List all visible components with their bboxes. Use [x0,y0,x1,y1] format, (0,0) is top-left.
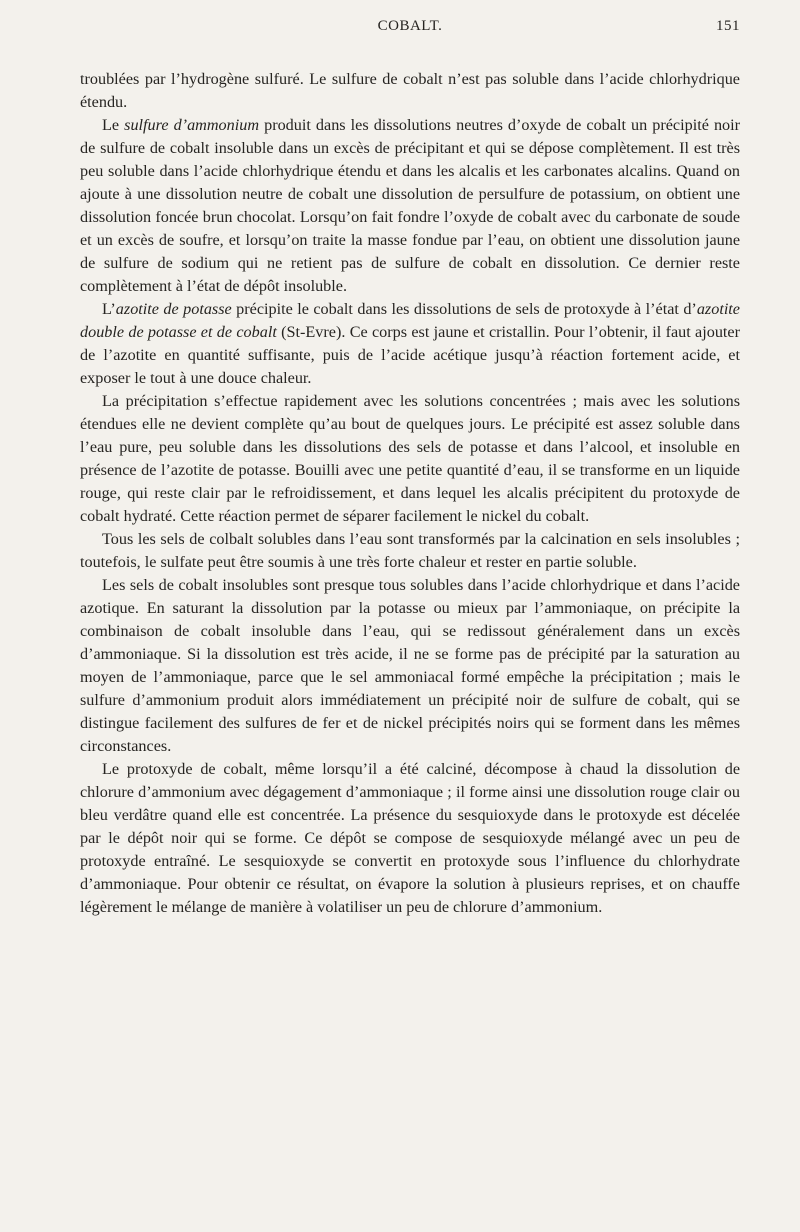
term-sulfure-ammonium: sulfure d’ammonium [124,116,260,134]
paragraph-3-text-2: (St-Evre). Ce corps est jaune et cristallin. Pour l’obtenir, il faut ajouter de l’azotite en quantité suffisante, puis de l’acide acétique jusqu’à réaction fortement acide, et exposer le tout à une douce chaleur. [80,323,740,387]
paragraph-3 [80,298,740,390]
paragraph-2-lead: Le [102,116,120,134]
paragraph-7: Le protoxyde de cobalt, même lorsqu’il a été calciné, décompose à chaud la dissolution de chlorure d’ammonium avec dégagement d’ammoniaque ; il forme ainsi une dissolution rouge clair ou bleu verdâtre quand elle est concentrée. La présence du sesquioxyde dans le protoxyde est décelée par le dépôt noir qui se forme. Ce dépôt se compose de sesquioxyde mélangé avec un peu de protoxyde entraîné. Le sesquioxyde se convertit en protoxyde sous l’influence du chlorhydrate d’ammoniaque. Pour obtenir ce résultat, on évapore la solution à plusieurs reprises, et on chauffe légèrement le mélange de manière à volatiliser un peu de chlorure d’ammonium. [80,760,740,916]
paragraph-3-text-1: précipite le cobalt dans les dissolutions de sels de protoxyde à l’état d’ [236,300,697,318]
paragraph-2 [80,114,740,298]
body-text [80,68,740,919]
term-azotite-potasse: azotite de potasse [115,300,232,318]
paragraph-3-lead: L’ [102,300,116,318]
term-azotite-double: azotite double de potasse et de cobalt [80,300,740,341]
paragraph-4: La précipitation s’effectue rapidement avec les solutions concentrées ; mais avec les solutions étendues elle ne devient complète qu’au bout de quelques jours. Le précipité est assez soluble dans l’eau pure, peu soluble dans les dissolutions des sels de potasse et dans l’alcool, et insoluble en présence de l’azotite de potasse. Bouilli avec une petite quantité d’eau, il se transforme en un liquide rouge, qui reste clair par le refroidissement, et dans lequel les alcalis précipitent du protoxyde de cobalt hydraté. Cette réaction permet de séparer facilement le nickel du cobalt. [80,392,740,525]
paragraph-1: troublées par l’hydrogène sulfuré. Le sulfure de cobalt n’est pas soluble dans l’acide chlorhydrique étendu. [80,70,740,111]
paragraph-6: Les sels de cobalt insolubles sont presque tous solubles dans l’acide chlorhydrique et dans l’acide azotique. En saturant la dissolution par la potasse ou mieux par l’ammoniaque, on précipite la combinaison de cobalt insoluble dans l’eau, qui se redissout généralement dans un excès d’ammoniaque. Si la dissolution est très acide, il ne se forme pas de précipité par la saturation au moyen de l’ammoniaque, parce que le sel ammoniacal formé empêche la précipitation ; mais le sulfure d’ammonium produit alors immédiatement un précipité noir de sulfure de cobalt, qui se distingue facilement des sulfures de fer et de nickel précipités noirs qui se forment dans les mêmes circonstances. [80,576,740,755]
paragraph-2-text: produit dans les dissolutions neutres d’oxyde de cobalt un précipité noir de sulfure de cobalt insoluble dans un excès de précipitant et qui se dépose complètement. Il est très peu soluble dans l’acide chlorhydrique étendu et dans les alcalis et les carbonates alcalins. Quand on ajoute à une dissolution neutre de cobalt une dissolution de persulfure de potassium, on obtient une dissolution foncée brun chocolat. Lorsqu’on fait fondre l’oxyde de cobalt avec du carbonate de soude et un excès de soufre, et lorsqu’on traite la masse fondue par l’eau, on obtient une dissolution jaune de sulfure de sodium qui ne retient pas de sulfure de cobalt en dissolution. Ce dernier reste complètement à l’état de dépôt insoluble. [80,116,741,295]
page-number: 151 [716,18,740,34]
paragraph-5: Tous les sels de colbalt solubles dans l’eau sont transformés par la calcination en sels insolubles ; toutefois, le sulfate peut être soumis à une très forte chaleur et rester en partie soluble. [80,530,740,571]
page-header [80,18,740,48]
running-title: COBALT. [377,18,443,34]
